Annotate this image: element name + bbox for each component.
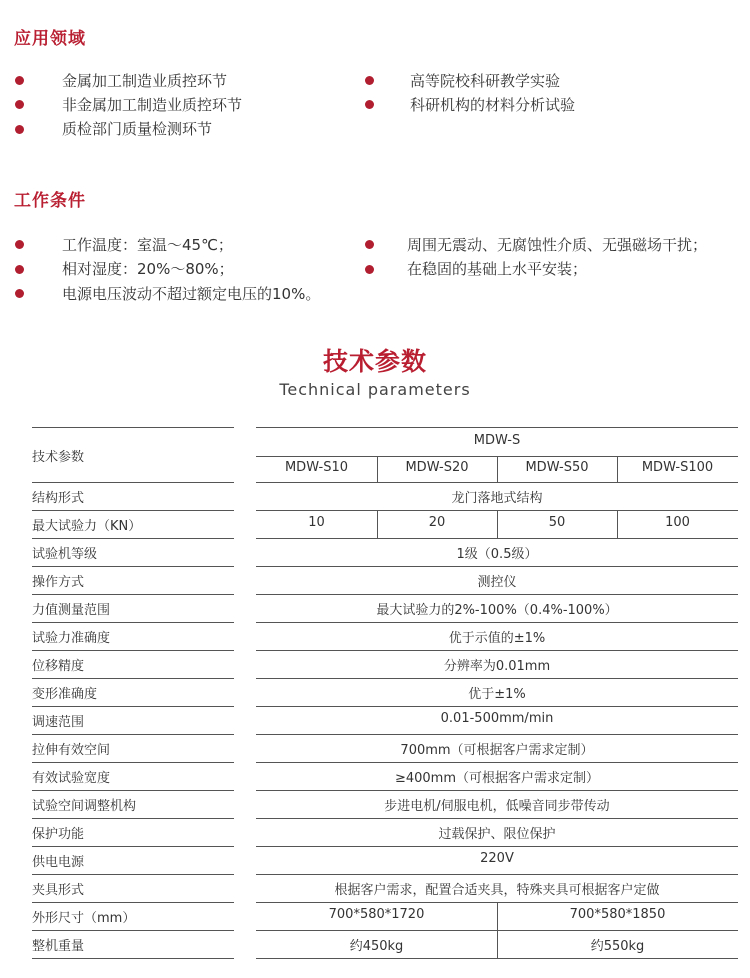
table-rule xyxy=(32,594,234,595)
table-rule xyxy=(256,622,738,623)
bullet-dot xyxy=(15,240,24,249)
table-cell: 20 xyxy=(428,515,446,530)
application-item: 科研机构的材料分析试验 xyxy=(410,96,576,114)
application-item: 质检部门质量检测环节 xyxy=(62,120,213,138)
table-rule xyxy=(32,510,234,511)
table-row-label: 试验机等级 xyxy=(32,547,98,562)
table-rule xyxy=(256,678,738,679)
table-row-label: 试验力准确度 xyxy=(32,631,111,646)
table-row-label: 结构形式 xyxy=(32,491,85,506)
table-rule xyxy=(32,958,234,959)
table-rule xyxy=(256,650,738,651)
table-cell: 优于示值的±1% xyxy=(448,631,546,646)
tech-params-subtitle: Technical parameters xyxy=(279,380,471,399)
table-rule xyxy=(256,846,738,847)
table-row-label: 外形尺寸（mm） xyxy=(32,911,136,926)
table-row-label: 调速范围 xyxy=(32,715,85,730)
table-rule xyxy=(32,566,234,567)
table-col-divider xyxy=(497,510,498,538)
table-cell: 最大试验力的2%-100%（0.4%-100%） xyxy=(376,603,618,618)
table-cell: 约450kg xyxy=(349,939,404,954)
table-row-label: 拉伸有效空间 xyxy=(32,743,111,758)
table-header-label: 技术参数 xyxy=(32,449,85,465)
table-col-divider xyxy=(617,510,618,538)
application-item: 非金属加工制造业质控环节 xyxy=(62,96,243,114)
table-rule xyxy=(256,874,738,875)
table-rule xyxy=(32,706,234,707)
table-rule xyxy=(32,846,234,847)
bullet-dot xyxy=(365,76,374,85)
bullet-dot xyxy=(15,265,24,274)
table-col-divider xyxy=(497,902,498,930)
table-rule xyxy=(256,482,738,483)
table-col-divider xyxy=(497,930,498,958)
table-cell: 优于±1% xyxy=(468,687,526,702)
table-cell: 700*580*1720 xyxy=(328,907,425,922)
table-cell: 220V xyxy=(480,851,514,866)
table-rule xyxy=(32,902,234,903)
tech-params-title: 技术参数 xyxy=(322,347,427,376)
table-rule xyxy=(256,706,738,707)
application-item: 高等院校科研教学实验 xyxy=(410,72,561,90)
model-name: MDW-S20 xyxy=(405,460,469,475)
condition-item: 电源电压波动不超过额定电压的10%。 xyxy=(62,285,321,303)
table-col-divider xyxy=(497,456,498,482)
table-rule xyxy=(32,818,234,819)
table-row-label: 整机重量 xyxy=(32,939,85,954)
table-rule xyxy=(32,930,234,931)
bullet-dot xyxy=(15,100,24,109)
table-row-label: 供电电源 xyxy=(32,855,85,870)
table-cell: 100 xyxy=(665,515,690,530)
bullet-dot xyxy=(365,100,374,109)
model-name: MDW-S50 xyxy=(525,460,589,475)
table-cell: 700*580*1850 xyxy=(569,907,666,922)
bullet-dot xyxy=(15,76,24,85)
table-rule xyxy=(256,427,738,428)
table-rule xyxy=(32,762,234,763)
table-row-label: 最大试验力（KN） xyxy=(32,519,142,534)
table-col-divider xyxy=(377,510,378,538)
table-cell: 测控仪 xyxy=(477,575,517,590)
table-row-label: 力值测量范围 xyxy=(32,603,111,618)
bullet-dot xyxy=(365,265,374,274)
table-cell: ≥400mm（可根据客户需求定制） xyxy=(394,771,600,786)
table-row-label: 操作方式 xyxy=(32,575,85,590)
table-cell: 0.01-500mm/min xyxy=(440,711,554,726)
table-rule xyxy=(256,594,738,595)
table-row-label: 变形准确度 xyxy=(32,687,98,702)
table-rule xyxy=(32,622,234,623)
table-rule xyxy=(256,566,738,567)
bullet-dot xyxy=(15,125,24,134)
table-rule xyxy=(32,482,234,483)
table-col-divider xyxy=(377,456,378,482)
condition-item: 周围无震动、无腐蚀性介质、无强磁场干扰； xyxy=(407,236,708,254)
table-rule xyxy=(32,427,234,428)
application-section-title: 应用领域 xyxy=(14,29,86,49)
condition-item: 工作温度：室温～45℃； xyxy=(62,236,233,254)
table-cell: 1级（0.5级） xyxy=(456,547,538,562)
table-cell: 约550kg xyxy=(590,939,645,954)
table-cell: 龙门落地式结构 xyxy=(451,491,543,506)
table-cell: 50 xyxy=(548,515,566,530)
conditions-section-title: 工作条件 xyxy=(14,191,86,211)
table-cell: 根据客户需求，配置合适夹具，特殊夹具可根据客户定做 xyxy=(334,883,660,898)
condition-item: 相对湿度：20%～80%； xyxy=(62,260,234,278)
table-rule xyxy=(32,734,234,735)
table-rule xyxy=(32,678,234,679)
table-rule xyxy=(256,818,738,819)
table-rule xyxy=(256,762,738,763)
table-rule xyxy=(32,650,234,651)
table-row-label: 夹具形式 xyxy=(32,883,85,898)
bullet-dot xyxy=(365,240,374,249)
table-cell: 步进电机/伺服电机，低噪音同步带传动 xyxy=(384,799,610,814)
condition-item: 在稳固的基础上水平安装； xyxy=(407,260,588,278)
table-cell: 分辨率为0.01mm xyxy=(443,659,551,674)
table-cell: 10 xyxy=(308,515,325,530)
series-name: MDW-S xyxy=(473,432,521,448)
model-name: MDW-S100 xyxy=(641,460,714,475)
table-row-label: 位移精度 xyxy=(32,659,85,674)
table-row-label: 试验空间调整机构 xyxy=(32,799,137,814)
table-row-label: 有效试验宽度 xyxy=(32,771,111,786)
table-rule xyxy=(32,790,234,791)
bullet-dot xyxy=(15,289,24,298)
application-item: 金属加工制造业质控环节 xyxy=(62,72,228,90)
table-rule xyxy=(256,790,738,791)
table-col-divider xyxy=(617,456,618,482)
table-rule xyxy=(256,538,738,539)
table-rule xyxy=(256,734,738,735)
model-name: MDW-S10 xyxy=(284,460,349,475)
table-row-label: 保护功能 xyxy=(32,827,85,842)
table-rule xyxy=(32,874,234,875)
table-cell: 700mm（可根据客户需求定制） xyxy=(400,743,594,758)
table-rule xyxy=(256,958,738,959)
table-cell: 过载保护、限位保护 xyxy=(438,827,556,842)
table-rule xyxy=(32,538,234,539)
